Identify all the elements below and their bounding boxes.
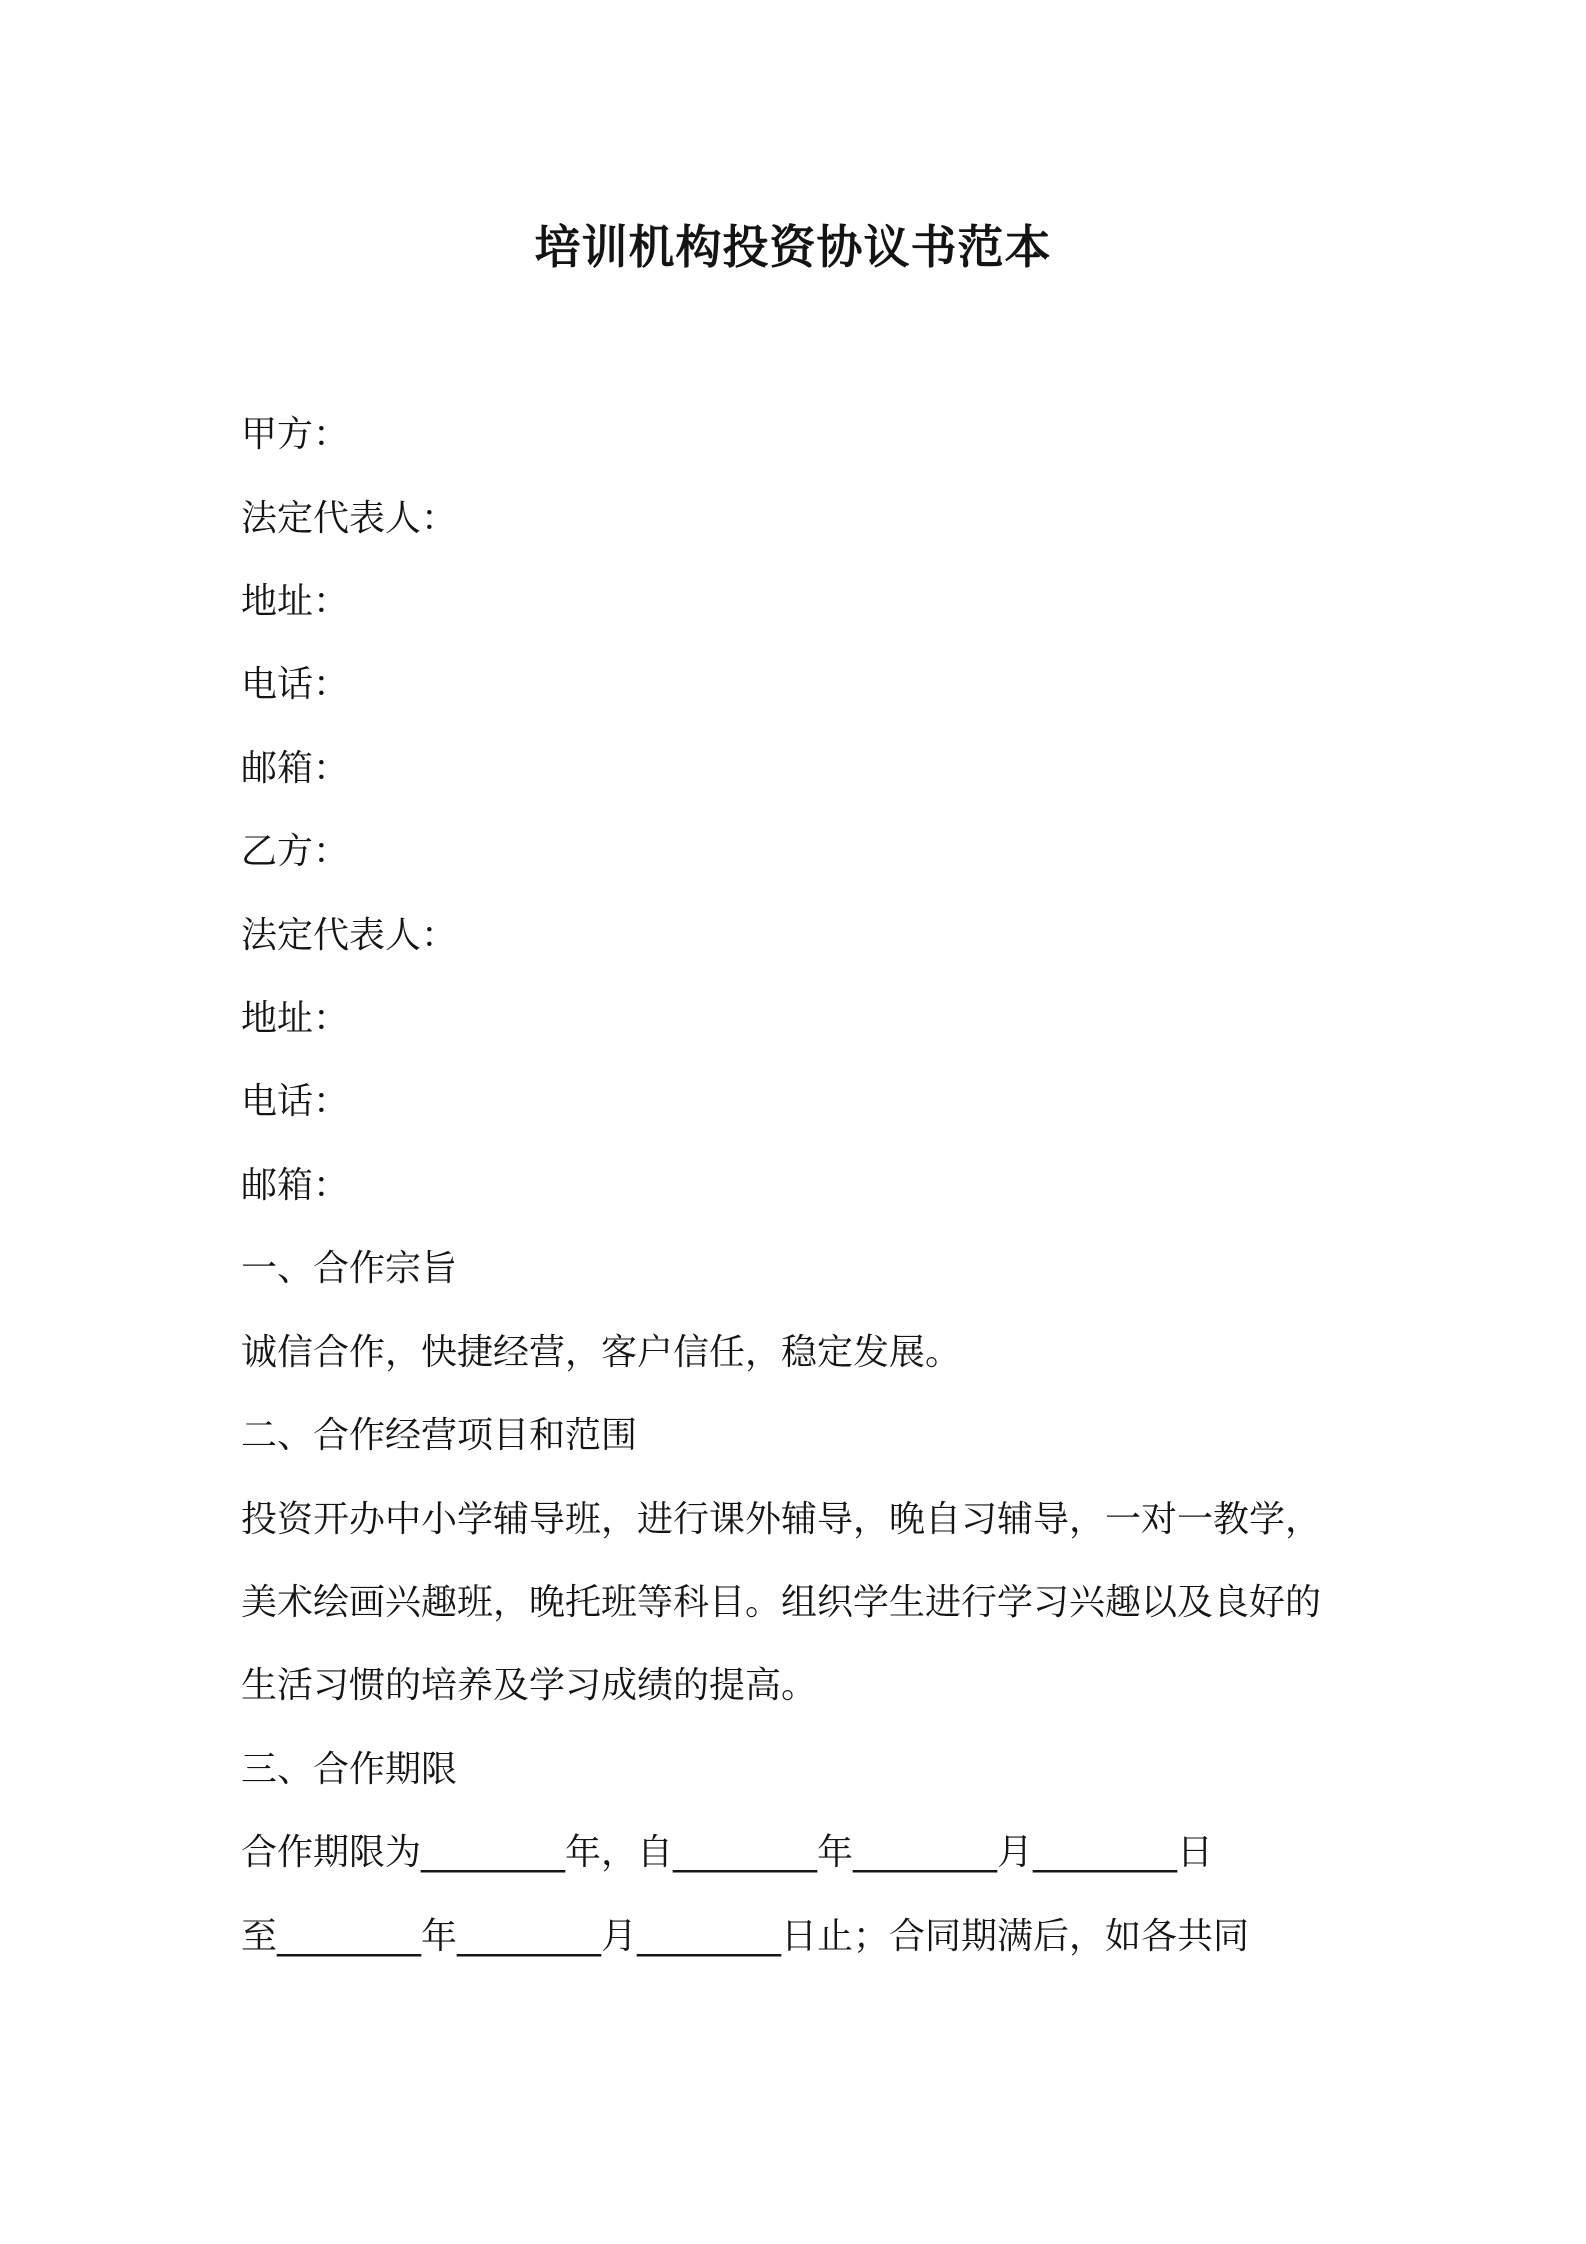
section3-heading: 三、合作期限 [241,1749,458,1790]
section2-line-2: 美术绘画兴趣班，晚托班等科目。组织学生进行学习兴趣以及良好的 [241,1582,1322,1623]
section1-heading: 一、合作宗旨 [241,1248,458,1289]
section3-line-1: 合作期限为________年，自________年________月________日 [241,1832,1214,1873]
section3-line-2: 至________年________月________日止；合同期满后，如各共同 [241,1916,1250,1957]
party-b-address-label: 地址： [241,998,350,1039]
party-b-label: 乙方： [241,831,350,872]
party-b-rep-label: 法定代表人： [241,915,458,956]
party-b-phone-label: 电话： [241,1081,350,1122]
section1-body: 诚信合作，快捷经营，客户信任，稳定发展。 [241,1332,962,1373]
party-a-address-label: 地址： [241,581,350,622]
section2-heading: 二、合作经营项目和范围 [241,1415,638,1456]
section2-line-1: 投资开办中小学辅导班，进行课外辅导，晚自习辅导，一对一教学， [241,1499,1322,1540]
section2-line-3: 生活习惯的培养及学习成绩的提高。 [241,1665,818,1706]
party-a-email-label: 邮箱： [241,748,350,789]
party-b-email-label: 邮箱： [241,1165,350,1206]
document-title: 培训机构投资协议书范本 [534,220,1052,274]
party-a-label: 甲方： [241,414,350,455]
party-a-rep-label: 法定代表人： [241,498,458,539]
party-a-phone-label: 电话： [241,664,350,705]
